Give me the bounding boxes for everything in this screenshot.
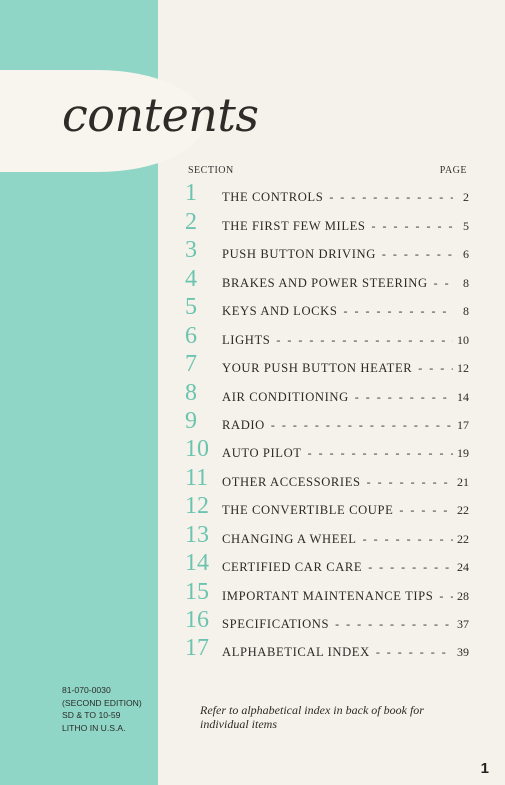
section-number: 9 bbox=[185, 407, 197, 434]
page-ref: 17 bbox=[457, 417, 469, 432]
leader-dots bbox=[433, 588, 453, 604]
section-title: THE CONTROLS bbox=[222, 190, 324, 205]
section-title: RADIO bbox=[222, 417, 265, 432]
page-ref: 2 bbox=[463, 190, 469, 205]
pubcode-line: (SECOND EDITION) bbox=[62, 697, 142, 708]
table-of-contents bbox=[185, 178, 469, 661]
toc-entry[interactable] bbox=[185, 178, 469, 206]
toc-entry[interactable] bbox=[185, 235, 469, 263]
leader-dots bbox=[366, 218, 453, 234]
leader-dots bbox=[329, 616, 453, 632]
page-header: PAGE bbox=[439, 165, 467, 176]
section-title: THE FIRST FEW MILES bbox=[222, 218, 366, 233]
section-number: 7 bbox=[185, 351, 197, 378]
section-number: 2 bbox=[185, 208, 197, 235]
publication-code bbox=[62, 684, 152, 734]
page-ref: 22 bbox=[457, 503, 469, 518]
page-ref: 19 bbox=[457, 446, 469, 461]
section-number: 13 bbox=[185, 521, 209, 548]
section-number: 8 bbox=[185, 379, 197, 406]
page-ref: 8 bbox=[463, 304, 469, 319]
section-number: 4 bbox=[185, 265, 197, 292]
page-ref: 37 bbox=[457, 617, 469, 631]
toc-entry[interactable] bbox=[185, 605, 469, 633]
section-title: PUSH BUTTON DRIVING bbox=[222, 247, 376, 262]
pubcode-line: LITHO IN U.S.A. bbox=[62, 722, 126, 733]
page-ref: 14 bbox=[457, 389, 469, 404]
section-title: LIGHTS bbox=[222, 332, 271, 347]
section-title: KEYS AND LOCKS bbox=[222, 304, 338, 319]
page-title: contents bbox=[62, 88, 259, 142]
section-title: THE CONVERTIBLE COUPE bbox=[222, 503, 394, 518]
leader-dots bbox=[361, 474, 453, 490]
section-number: 11 bbox=[185, 464, 209, 491]
toc-entry[interactable] bbox=[185, 519, 469, 547]
page-ref: 6 bbox=[463, 247, 469, 262]
page-ref: 10 bbox=[457, 332, 469, 347]
section-title: CHANGING A WHEEL bbox=[222, 531, 357, 546]
section-title: ALPHABETICAL INDEX bbox=[222, 645, 370, 660]
page-ref: 28 bbox=[457, 588, 469, 603]
section-number: 15 bbox=[185, 578, 209, 605]
section-number: 17 bbox=[185, 635, 209, 662]
section-title: AIR CONDITIONING bbox=[222, 389, 349, 404]
leader-dots bbox=[362, 559, 453, 575]
leader-dots bbox=[376, 246, 453, 262]
section-number: 1 bbox=[185, 180, 197, 207]
section-number: 6 bbox=[185, 322, 197, 349]
page-ref: 5 bbox=[463, 218, 469, 233]
leader-dots bbox=[357, 531, 453, 547]
page-ref: 22 bbox=[457, 531, 469, 546]
toc-entry[interactable] bbox=[185, 206, 469, 234]
pubcode-line: 81-070-0030 bbox=[62, 685, 111, 695]
toc-entry[interactable] bbox=[185, 292, 469, 320]
section-title: IMPORTANT MAINTENANCE TIPS bbox=[222, 588, 434, 603]
toc-entry[interactable] bbox=[185, 633, 469, 661]
section-number: 12 bbox=[185, 493, 209, 520]
toc-entry[interactable] bbox=[185, 491, 469, 519]
leader-dots bbox=[337, 303, 453, 319]
section-number: 10 bbox=[185, 436, 209, 463]
section-title: YOUR PUSH BUTTON HEATER bbox=[222, 361, 413, 376]
toc-entry[interactable] bbox=[185, 548, 469, 576]
section-title: SPECIFICATIONS bbox=[222, 617, 330, 631]
leader-dots bbox=[428, 275, 453, 291]
toc-entry[interactable] bbox=[185, 263, 469, 291]
section-number: 16 bbox=[185, 607, 209, 633]
page-ref: 21 bbox=[457, 474, 469, 489]
page-ref: 8 bbox=[463, 275, 469, 290]
leader-dots bbox=[302, 445, 453, 461]
section-title: OTHER ACCESSORIES bbox=[222, 474, 361, 489]
page-ref: 12 bbox=[457, 361, 469, 376]
section-number: 14 bbox=[185, 550, 209, 577]
index-note: Refer to alphabetical index in back of book for individual items bbox=[200, 703, 424, 731]
leader-dots bbox=[265, 417, 453, 433]
section-number: 3 bbox=[185, 237, 197, 264]
section-title: AUTO PILOT bbox=[222, 446, 302, 461]
page-number: 1 bbox=[480, 760, 489, 777]
toc-entry[interactable] bbox=[185, 434, 469, 462]
toc-entry[interactable] bbox=[185, 406, 469, 434]
page-ref: 24 bbox=[457, 560, 469, 575]
section-header: SECTION bbox=[188, 165, 234, 176]
toc-entry[interactable] bbox=[185, 462, 469, 490]
section-number: 5 bbox=[185, 294, 197, 321]
leader-dots bbox=[412, 360, 453, 376]
section-title: BRAKES AND POWER STEERING bbox=[222, 275, 428, 290]
toc-entry[interactable] bbox=[185, 576, 469, 604]
toc-entry[interactable] bbox=[185, 320, 469, 348]
leader-dots bbox=[323, 189, 453, 205]
leader-dots bbox=[393, 502, 453, 518]
leader-dots bbox=[349, 389, 453, 405]
leader-dots bbox=[370, 644, 453, 660]
toc-entry[interactable] bbox=[185, 377, 469, 405]
page-ref: 39 bbox=[457, 645, 469, 660]
toc-entry[interactable] bbox=[185, 349, 469, 377]
leader-dots bbox=[270, 332, 453, 348]
section-title: CERTIFIED CAR CARE bbox=[222, 560, 363, 575]
pubcode-line: SD & TO 10-59 bbox=[62, 710, 121, 720]
